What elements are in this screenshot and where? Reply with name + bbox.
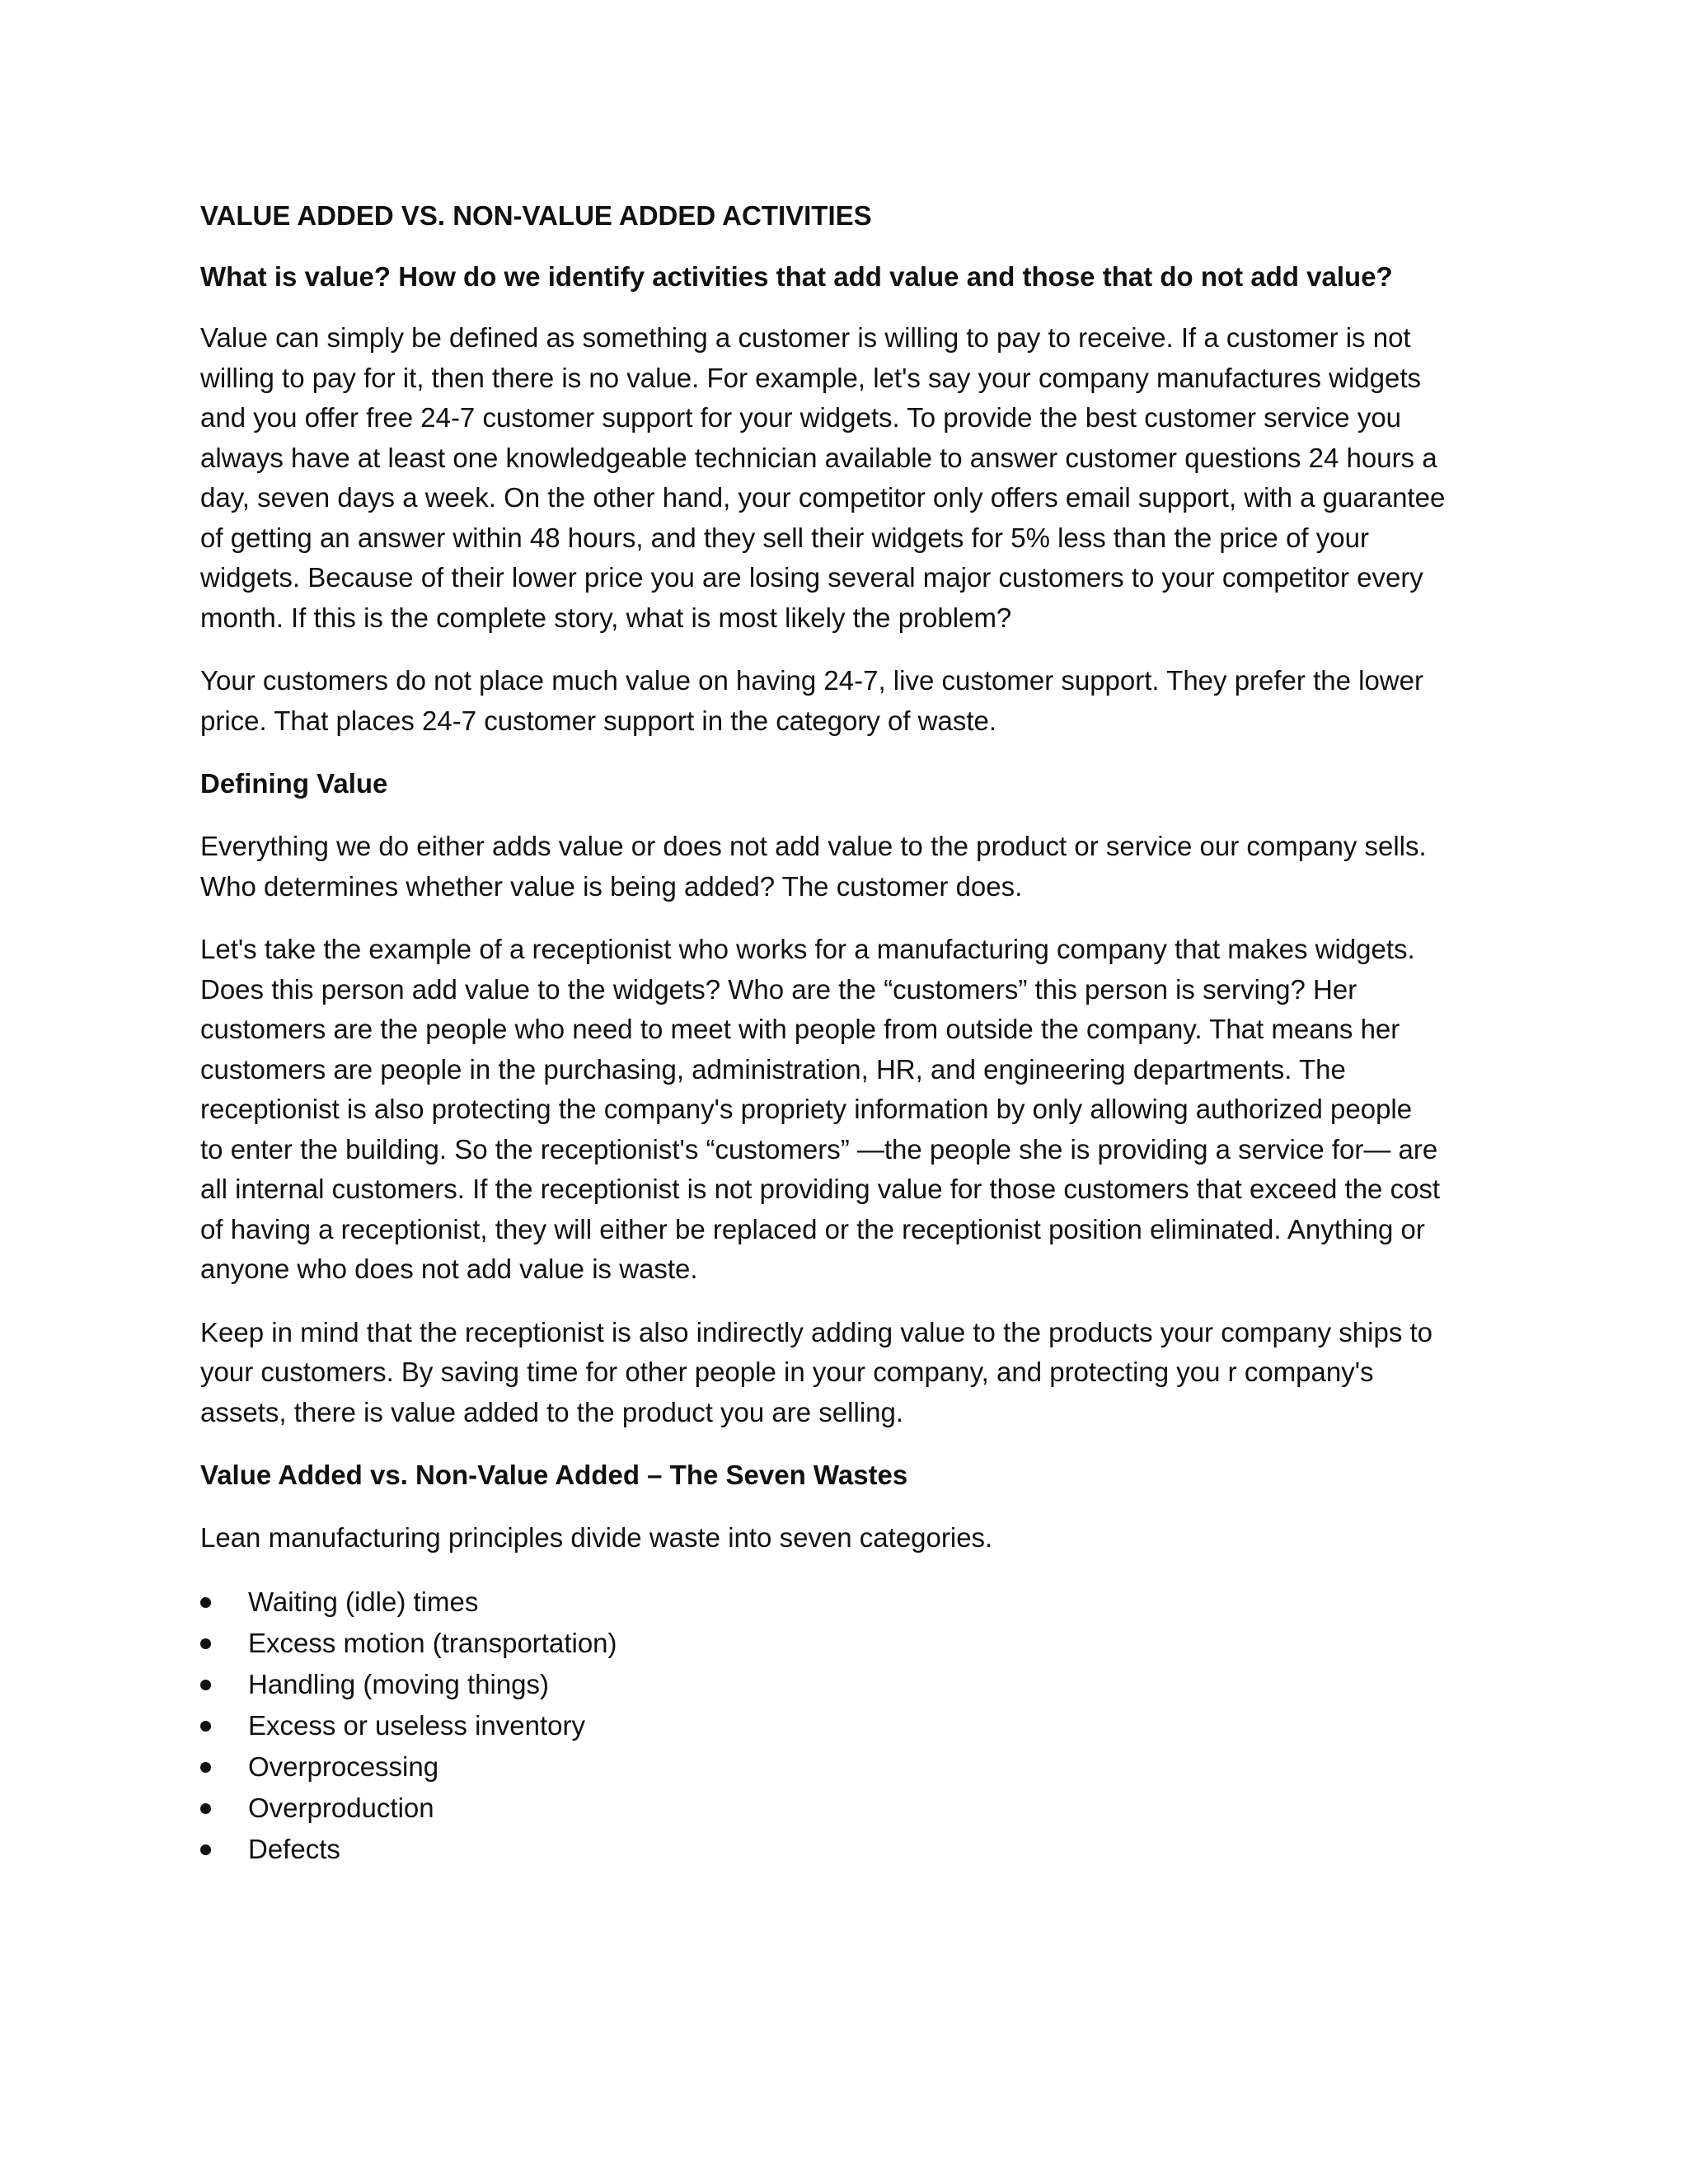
text-line: price. That places 24-7 customer support in the category of waste. [200,705,997,736]
list-item [200,1582,1486,1623]
list-item [200,1788,1486,1829]
paragraph-receptionist-example [200,930,1486,1290]
text-line: widgets. Because of their lower price you are losing several major customers to your competitor every [200,562,1423,593]
paragraph-value-definition [200,318,1486,638]
text-line: month. If this is the complete story, what is most likely the problem? [200,602,1012,633]
text-line: Your customers do not place much value on having 24-7, live customer support. They prefer the lower [200,665,1423,696]
text-line: Value can simply be defined as something a customer is willing to pay to receive. If a customer is not [200,322,1411,353]
text-line: and you offer free 24-7 customer support for your widgets. To provide the best customer service you [200,402,1402,433]
list-item-label: Defects [248,1833,340,1864]
text-line: Let's take the example of a receptionist who works for a manufacturing company that makes widgets. [200,934,1415,964]
text-line: customers are people in the purchasing, administration, HR, and engineering departments. The [200,1053,1346,1085]
text-line: assets, there is value added to the product you are selling. [200,1396,904,1427]
bullet-icon [200,1680,211,1690]
text-line: anyone who does not add value is waste. [200,1254,698,1284]
text-line: of getting an answer within 48 hours, and they sell their widgets for 5% less than the price of your [200,522,1369,553]
text-line: Everything we do either adds value or does not add value to the product or service our company sells. [200,831,1427,861]
bullet-icon [200,1597,211,1608]
list-item [200,1623,1486,1664]
paragraph-indirect-value [200,1313,1486,1433]
text-line: all internal customers. If the receptionist is not providing value for those customers that exceed the cost [200,1174,1441,1204]
list-item [200,1746,1486,1788]
list-item-label: Handling (moving things) [248,1668,550,1699]
list-item-label: Excess or useless inventory [248,1709,586,1741]
list-item-label: Overprocessing [248,1750,439,1782]
paragraph-who-determines-value [200,827,1486,907]
document-title: VALUE ADDED VS. NON-VALUE ADDED ACTIVITIES [200,200,872,231]
text-line: day, seven days a week. On the other hand, your competitor only offers email support, with a guarantee [200,482,1446,513]
text-line: Who determines whether value is being added? The customer does. [200,870,1023,902]
paragraph-lean-intro: Lean manufacturing principles divide waste into seven categories. [200,1522,993,1553]
bullet-icon [200,1844,211,1855]
text-line: Keep in mind that the receptionist is also indirectly adding value to the products your company ships to [200,1316,1433,1347]
list-item-label: Overproduction [248,1792,434,1823]
text-line: receptionist is also protecting the company's propriety information by only allowing authorized people [200,1094,1413,1124]
text-line: Does this person add value to the widgets? Who are the “customers” this person is serving? Her [200,973,1357,1005]
paragraph-answer [200,661,1486,741]
section-heading-seven-wastes: Value Added vs. Non-Value Added – The Seven Wastes [200,1460,908,1490]
bullet-icon [200,1638,211,1649]
text-line: willing to pay for it, then there is no value. For example, let's say your company manufactures widgets [200,362,1422,393]
section-heading-defining-value: Defining Value [200,768,388,799]
list-item [200,1705,1486,1746]
list-item [200,1829,1486,1870]
bullet-icon [200,1803,211,1814]
text-line: of having a receptionist, they will either be replaced or the receptionist position eliminated. Anything or [200,1213,1425,1244]
intro-question: What is value? How do we identify activities that add value and those that do not add value? [200,261,1393,292]
document-body [200,196,1486,1870]
wastes-list [200,1582,1486,1870]
list-item-label: Excess motion (transportation) [248,1627,617,1658]
text-line: always have at least one knowledgeable technician available to answer customer questions 24 hours a [200,442,1437,473]
bullet-icon [200,1762,211,1773]
list-item [200,1664,1486,1705]
bullet-icon [200,1721,211,1732]
text-line: your customers. By saving time for other people in your company, and protecting you r company's [200,1357,1374,1387]
text-line: customers are the people who need to meet with people from outside the company. That means her [200,1014,1400,1044]
list-item-label: Waiting (idle) times [248,1586,479,1617]
text-line: to enter the building. So the receptionist's “customers” —the people she is providing a service for— are [200,1133,1438,1165]
